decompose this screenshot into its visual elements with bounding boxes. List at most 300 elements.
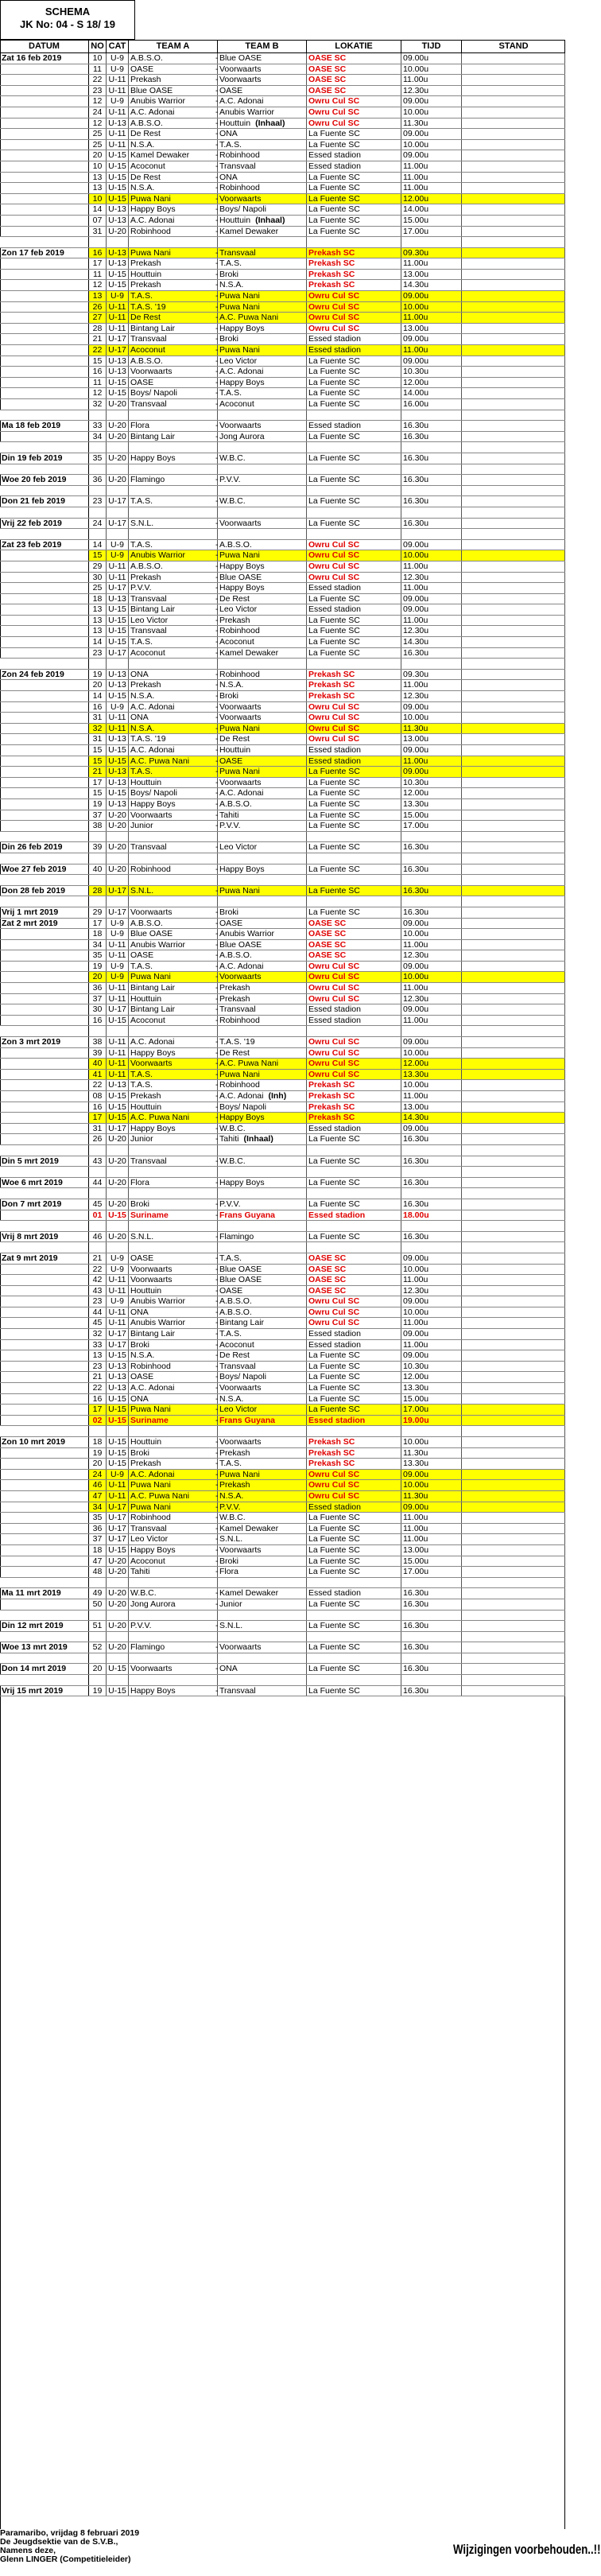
stand-cell	[462, 1037, 565, 1047]
date-cell: Woe 20 feb 2019	[0, 475, 89, 485]
stand-cell	[462, 1502, 565, 1513]
match-no-cell: 36	[89, 1524, 107, 1534]
location-cell: La Fuente SC	[307, 194, 401, 204]
match-row	[0, 1362, 565, 1373]
stand-cell	[462, 788, 565, 798]
category-cell: U-11	[107, 940, 129, 950]
stand-cell	[462, 1653, 565, 1664]
spacer-row	[0, 1653, 565, 1665]
stand-cell	[462, 1178, 565, 1188]
time-cell	[401, 832, 462, 842]
team-b-cell: - Voorwaarts	[218, 1545, 307, 1556]
category-cell: U-20	[107, 1156, 129, 1167]
match-row	[0, 626, 565, 637]
match-row	[0, 573, 565, 584]
category-cell: U-15	[107, 1210, 129, 1221]
match-row	[0, 594, 565, 605]
location-cell: Owru Cul SC	[307, 972, 401, 982]
category-cell	[107, 1167, 129, 1177]
team-b-cell: - Transvaal	[218, 1004, 307, 1015]
time-cell: 11.00u	[401, 1524, 462, 1534]
match-row	[0, 1275, 565, 1286]
match-row	[0, 53, 565, 64]
time-cell: 09.00u	[401, 1502, 462, 1513]
team-b-cell: - Prekash	[218, 983, 307, 993]
time-cell: 16.30u	[401, 1588, 462, 1599]
match-row	[0, 367, 565, 378]
match-no-cell: 27	[89, 313, 107, 323]
location-cell: Owru Cul SC	[307, 713, 401, 723]
match-no-cell: 22	[89, 345, 107, 356]
category-cell	[107, 486, 129, 496]
location-cell: Owru Cul SC	[307, 550, 401, 561]
category-cell: U-13	[107, 1080, 129, 1090]
stand-cell	[462, 1588, 565, 1599]
team-b-cell: - P.V.V.	[218, 1502, 307, 1513]
stand-cell	[462, 421, 565, 431]
stand-cell	[462, 659, 565, 669]
team-b-cell	[218, 853, 307, 864]
team-b-cell: - Puwa Nani	[218, 886, 307, 896]
location-cell: La Fuente SC	[307, 1599, 401, 1610]
team-a-cell: A.B.S.O.	[129, 53, 218, 64]
team-b-cell	[218, 410, 307, 421]
team-a-cell: Prekash	[129, 573, 218, 583]
stand-cell	[462, 442, 565, 453]
match-no-cell: 34	[89, 432, 107, 442]
time-cell: 12.30u	[401, 994, 462, 1004]
date-cell	[0, 1362, 89, 1372]
date-cell	[0, 853, 89, 864]
date-cell	[0, 96, 89, 107]
team-b-cell: - Prekash	[218, 616, 307, 626]
category-cell: U-13	[107, 670, 129, 680]
match-row	[0, 107, 565, 119]
spacer-row	[0, 1145, 565, 1156]
team-b-cell: - Blue OASE	[218, 1265, 307, 1275]
team-a-cell: Prekash	[129, 680, 218, 690]
match-no-cell: 29	[89, 907, 107, 918]
team-b-cell: - OASE	[218, 86, 307, 96]
location-cell: Essed stadion	[307, 1502, 401, 1513]
category-cell: U-15	[107, 1545, 129, 1556]
category-cell: U-9	[107, 1296, 129, 1307]
team-b-cell	[218, 1426, 307, 1436]
date-cell	[0, 616, 89, 626]
location-cell: OASE SC	[307, 929, 401, 939]
date-cell	[0, 1091, 89, 1102]
category-cell: U-20	[107, 1556, 129, 1567]
team-a-cell: T.A.S.	[129, 1080, 218, 1090]
category-cell: U-11	[107, 75, 129, 85]
date-cell	[0, 1124, 89, 1134]
time-cell: 11.30u	[401, 724, 462, 734]
category-cell: U-13	[107, 216, 129, 226]
time-cell: 17.00u	[401, 1405, 462, 1415]
time-cell	[401, 659, 462, 669]
spacer-row	[0, 896, 565, 907]
category-cell: U-15	[107, 637, 129, 647]
date-cell	[0, 1134, 89, 1144]
match-row	[0, 810, 565, 822]
match-row	[0, 399, 565, 410]
category-cell: U-13	[107, 248, 129, 258]
match-row	[0, 1253, 565, 1265]
team-b-cell: - Voorwaarts	[218, 972, 307, 982]
time-cell: 16.30u	[401, 432, 462, 442]
category-cell: U-15	[107, 604, 129, 615]
team-a-cell: Puwa Nani	[129, 194, 218, 204]
team-a-cell	[129, 1026, 218, 1036]
stand-cell	[462, 1048, 565, 1059]
date-cell	[0, 345, 89, 356]
date-cell	[0, 983, 89, 993]
team-a-cell: Voorwaarts	[129, 1275, 218, 1285]
match-row	[0, 1491, 565, 1502]
match-no-cell: 29	[89, 561, 107, 572]
category-cell: U-20	[107, 1599, 129, 1610]
team-b-cell: - Blue OASE	[218, 940, 307, 950]
stand-cell	[462, 1480, 565, 1490]
category-cell: U-15	[107, 1448, 129, 1459]
date-cell	[0, 1556, 89, 1567]
match-no-cell: 47	[89, 1491, 107, 1502]
team-a-cell: Bintang Lair	[129, 604, 218, 615]
team-a-cell: A.C. Puwa Nani	[129, 1113, 218, 1123]
category-cell: U-15	[107, 616, 129, 626]
stand-cell	[462, 1004, 565, 1015]
category-cell: U-15	[107, 756, 129, 767]
team-b-cell	[218, 1653, 307, 1664]
location-cell: La Fuente SC	[307, 367, 401, 377]
match-no-cell	[89, 1610, 107, 1621]
time-cell	[401, 507, 462, 518]
match-row	[0, 1588, 565, 1599]
stand-cell	[462, 1134, 565, 1144]
team-a-cell: W.B.C.	[129, 1588, 218, 1599]
stand-cell	[462, 573, 565, 583]
match-no-cell: 35	[89, 1513, 107, 1523]
match-row	[0, 140, 565, 151]
time-cell: 12.00u	[401, 378, 462, 388]
time-cell: 14.00u	[401, 388, 462, 398]
annotation-label: (Inh)	[268, 1091, 287, 1101]
match-no-cell: 23	[89, 86, 107, 96]
stand-cell	[462, 1080, 565, 1090]
match-no-cell	[89, 875, 107, 885]
match-table-body	[0, 53, 565, 1696]
time-cell: 09.00u	[401, 767, 462, 777]
match-row	[0, 150, 565, 161]
location-cell: Essed stadion	[307, 150, 401, 161]
category-cell: U-11	[107, 324, 129, 334]
date-cell	[0, 950, 89, 961]
time-cell: 11.00u	[401, 1513, 462, 1523]
category-cell: U-9	[107, 972, 129, 982]
team-a-cell: Transvaal	[129, 1156, 218, 1167]
location-cell: Owru Cul SC	[307, 561, 401, 572]
date-cell	[0, 734, 89, 744]
stand-cell	[462, 475, 565, 485]
match-no-cell: 20	[89, 1459, 107, 1469]
date-cell	[0, 1026, 89, 1036]
location-cell: La Fuente SC	[307, 204, 401, 215]
team-b-cell: - Prekash	[218, 1448, 307, 1459]
match-no-cell: 33	[89, 1340, 107, 1350]
match-no-cell	[89, 1653, 107, 1664]
time-cell: 13.30u	[401, 1383, 462, 1393]
stand-cell	[462, 767, 565, 777]
team-a-cell: ONA	[129, 1307, 218, 1318]
match-row	[0, 1113, 565, 1124]
date-cell	[0, 821, 89, 831]
spacer-row	[0, 507, 565, 519]
date-cell	[0, 140, 89, 150]
location-cell: Prekash SC	[307, 1113, 401, 1123]
team-b-cell: - Boys/ Napoli	[218, 1102, 307, 1113]
team-b-cell: - Broki	[218, 907, 307, 918]
category-cell: U-11	[107, 302, 129, 313]
date-cell	[0, 1210, 89, 1221]
location-cell: La Fuente SC	[307, 1383, 401, 1393]
category-cell: U-15	[107, 1416, 129, 1426]
team-b-cell: - Tahiti (Inhaal)	[218, 1134, 307, 1144]
team-b-cell	[218, 1221, 307, 1231]
match-no-cell: 41	[89, 1070, 107, 1080]
team-a-cell	[129, 659, 218, 669]
date-cell	[0, 1416, 89, 1426]
location-cell: La Fuente SC	[307, 788, 401, 798]
time-cell: 10.30u	[401, 367, 462, 377]
team-b-cell: - T.A.S.	[218, 258, 307, 269]
team-b-cell: - Puwa Nani	[218, 550, 307, 561]
team-b-cell: - Happy Boys	[218, 583, 307, 593]
date-cell: Vrij 1 mrt 2019	[0, 907, 89, 918]
stand-cell	[462, 626, 565, 636]
team-b-cell: - ONA	[218, 129, 307, 139]
match-row	[0, 950, 565, 962]
footer-namens: Namens deze,	[0, 2546, 56, 2555]
time-cell: 14.30u	[401, 1113, 462, 1123]
match-row	[0, 1448, 565, 1459]
stand-cell	[462, 486, 565, 496]
spacer-row	[0, 529, 565, 540]
date-cell	[0, 550, 89, 561]
match-row	[0, 258, 565, 270]
team-b-cell: - Kamel Dewaker	[218, 648, 307, 659]
location-cell: La Fuente SC	[307, 1642, 401, 1653]
team-b-cell: - Transvaal	[218, 1686, 307, 1696]
team-b-cell: - Happy Boys	[218, 561, 307, 572]
time-cell: 10.00u	[401, 140, 462, 150]
match-no-cell	[89, 1675, 107, 1685]
team-b-cell: - T.A.S.	[218, 1253, 307, 1264]
team-a-cell	[129, 1675, 218, 1685]
match-no-cell	[89, 1167, 107, 1177]
stand-cell	[462, 1318, 565, 1328]
date-cell: Din 19 feb 2019	[0, 453, 89, 464]
annotation-label: (Inhaal)	[243, 1134, 273, 1144]
team-a-cell: Puwa Nani	[129, 1480, 218, 1490]
spacer-row	[0, 1221, 565, 1232]
category-cell: U-20	[107, 1567, 129, 1577]
stand-cell	[462, 550, 565, 561]
team-a-cell	[129, 1242, 218, 1253]
stand-cell	[462, 907, 565, 918]
location-cell: La Fuente SC	[307, 475, 401, 485]
date-cell	[0, 183, 89, 193]
time-cell: 17.00u	[401, 227, 462, 237]
stand-cell	[462, 227, 565, 237]
match-row	[0, 356, 565, 367]
category-cell: U-11	[107, 140, 129, 150]
match-no-cell: 16	[89, 367, 107, 377]
date-cell	[0, 1350, 89, 1361]
match-no-cell: 23	[89, 496, 107, 507]
team-a-cell: Happy Boys	[129, 453, 218, 464]
team-a-cell: Happy Boys	[129, 204, 218, 215]
stand-cell	[462, 1556, 565, 1567]
location-cell	[307, 853, 401, 864]
category-cell	[107, 529, 129, 539]
match-no-cell: 11	[89, 64, 107, 75]
stand-cell	[462, 248, 565, 258]
category-cell: U-15	[107, 1664, 129, 1674]
location-cell: La Fuente SC	[307, 356, 401, 367]
location-cell	[307, 1653, 401, 1664]
team-a-cell: Flora	[129, 421, 218, 431]
location-cell: Owru Cul SC	[307, 119, 401, 129]
team-b-cell: - Happy Boys	[218, 378, 307, 388]
team-b-cell: - Voorwaarts	[218, 421, 307, 431]
team-b-cell: - Puwa Nani	[218, 767, 307, 777]
date-cell: Don 28 feb 2019	[0, 886, 89, 896]
team-b-cell: - Houttuin (Inhaal)	[218, 119, 307, 129]
category-cell: U-15	[107, 150, 129, 161]
team-a-cell: A.B.S.O.	[129, 356, 218, 367]
location-cell: La Fuente SC	[307, 183, 401, 193]
date-cell	[0, 756, 89, 767]
location-cell: OASE SC	[307, 1253, 401, 1264]
date-cell: Zat 16 feb 2019	[0, 53, 89, 64]
team-b-cell: - Voorwaarts	[218, 1642, 307, 1653]
stand-cell	[462, 399, 565, 410]
location-cell: Essed stadion	[307, 421, 401, 431]
match-row	[0, 1621, 565, 1632]
match-no-cell: 32	[89, 1329, 107, 1339]
time-cell: 09.00u	[401, 356, 462, 367]
team-b-cell: - A.B.S.O.	[218, 950, 307, 961]
team-a-cell	[129, 1426, 218, 1436]
location-cell: Prekash SC	[307, 680, 401, 690]
stand-cell	[462, 1329, 565, 1339]
team-a-cell: Leo Victor	[129, 616, 218, 626]
time-cell: 09.00u	[401, 150, 462, 161]
location-cell: La Fuente SC	[307, 1567, 401, 1577]
match-no-cell: 10	[89, 194, 107, 204]
category-cell: U-20	[107, 475, 129, 485]
category-cell: U-13	[107, 1372, 129, 1382]
category-cell: U-20	[107, 227, 129, 237]
date-cell	[0, 604, 89, 615]
date-cell	[0, 1188, 89, 1199]
time-cell	[401, 1188, 462, 1199]
team-a-cell: Acoconut	[129, 1556, 218, 1567]
match-row	[0, 1534, 565, 1545]
date-cell	[0, 1513, 89, 1523]
team-b-cell: - Voorwaarts	[218, 519, 307, 529]
category-cell: U-15	[107, 1091, 129, 1102]
category-cell: U-13	[107, 594, 129, 604]
match-no-cell	[89, 486, 107, 496]
stand-cell	[462, 680, 565, 690]
date-cell: Ma 11 mrt 2019	[0, 1588, 89, 1599]
team-b-cell: - Tahiti	[218, 810, 307, 821]
match-row	[0, 1059, 565, 1070]
team-a-cell: OASE	[129, 64, 218, 75]
time-cell	[401, 1426, 462, 1436]
location-cell: La Fuente SC	[307, 1664, 401, 1674]
team-a-cell: De Rest	[129, 129, 218, 139]
date-cell	[0, 129, 89, 139]
team-b-cell: - Boys/ Napoli	[218, 204, 307, 215]
spacer-row	[0, 1188, 565, 1199]
location-cell: La Fuente SC	[307, 399, 401, 410]
category-cell: U-17	[107, 1502, 129, 1513]
match-no-cell	[89, 896, 107, 907]
stand-cell	[462, 1675, 565, 1685]
category-cell: U-17	[107, 345, 129, 356]
match-no-cell: 13	[89, 604, 107, 615]
date-cell	[0, 1004, 89, 1015]
location-cell	[307, 442, 401, 453]
stand-cell	[462, 1632, 565, 1642]
location-cell: La Fuente SC	[307, 616, 401, 626]
match-row	[0, 983, 565, 994]
stand-cell	[462, 1610, 565, 1621]
team-b-cell: - W.B.C.	[218, 1124, 307, 1134]
stand-cell	[462, 1394, 565, 1405]
header-datum: DATUM	[0, 41, 89, 52]
match-row	[0, 519, 565, 530]
match-row	[0, 302, 565, 313]
match-no-cell: 01	[89, 1210, 107, 1221]
match-no-cell: 20	[89, 1664, 107, 1674]
team-a-cell: Anubis Warrior	[129, 550, 218, 561]
location-cell	[307, 1632, 401, 1642]
time-cell: 09.00u	[401, 962, 462, 972]
stand-cell	[462, 1448, 565, 1459]
category-cell: U-17	[107, 1124, 129, 1134]
stand-cell	[462, 864, 565, 875]
time-cell	[401, 1653, 462, 1664]
date-cell	[0, 745, 89, 756]
team-a-cell: Flamingo	[129, 1642, 218, 1653]
team-a-cell: OASE	[129, 950, 218, 961]
time-cell: 13.00u	[401, 324, 462, 334]
location-cell: Owru Cul SC	[307, 983, 401, 993]
category-cell: U-9	[107, 64, 129, 75]
team-a-cell	[129, 1632, 218, 1642]
location-cell: Owru Cul SC	[307, 1070, 401, 1080]
stand-cell	[462, 1199, 565, 1210]
match-row	[0, 604, 565, 616]
category-cell: U-9	[107, 929, 129, 939]
location-cell: La Fuente SC	[307, 1178, 401, 1188]
date-cell	[0, 75, 89, 85]
location-cell: Prekash SC	[307, 1448, 401, 1459]
stand-cell	[462, 594, 565, 604]
